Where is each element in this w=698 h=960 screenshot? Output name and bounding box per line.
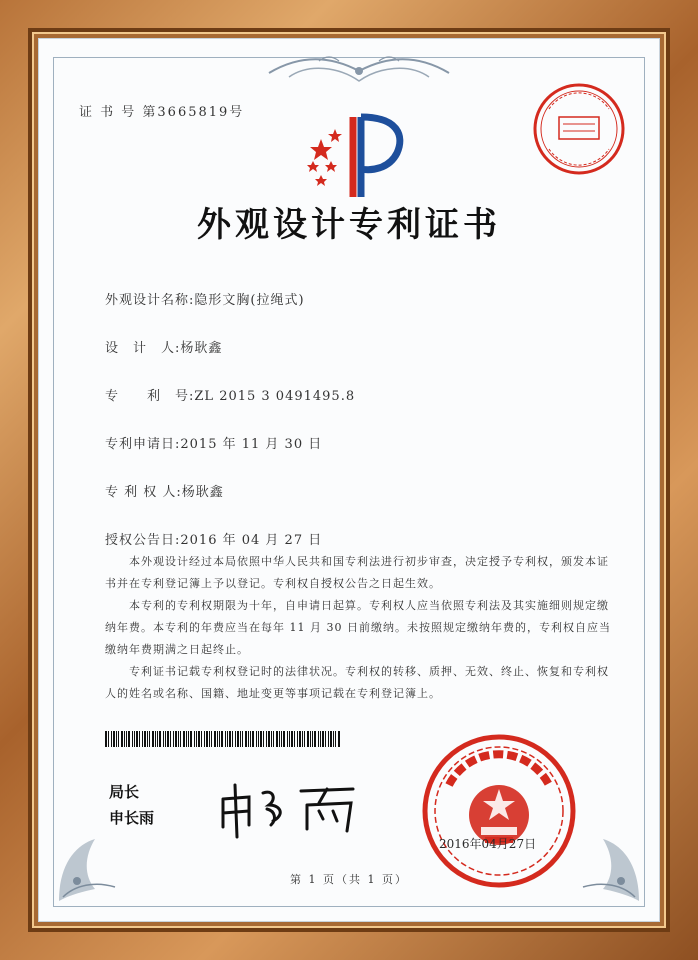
barcode-bar — [263, 731, 264, 747]
barcode-bar — [198, 731, 200, 747]
barcode-bar — [128, 731, 130, 747]
barcode-bar — [173, 731, 174, 747]
barcode-bar — [325, 731, 326, 747]
body-paragraph: 本专利的专利权期限为十年，自申请日起算。专利权人应当依照专利法及其实施细则规定缴纳年费。本专利的年费应当在每年 11 月 30 日前缴纳。未按照规定缴纳年费的，专利权自应当缴纳年费期满之日起终止。 — [105, 599, 611, 656]
barcode-bar — [260, 731, 262, 747]
barcode-bar — [252, 731, 254, 747]
barcode-bar — [217, 731, 218, 747]
director-title: 局长 — [109, 783, 140, 801]
barcode-bar — [281, 731, 282, 747]
barcode-bar — [271, 731, 272, 747]
seal-date: 2016年04月27日 — [439, 837, 537, 851]
barcode-bar — [227, 731, 228, 747]
barcode-bar — [124, 731, 125, 747]
barcode-bar — [157, 731, 158, 747]
barcode-bar — [328, 731, 329, 747]
barcode-bar — [237, 731, 239, 747]
field-designer — [105, 337, 222, 356]
field-label: 专利申请日: — [105, 437, 181, 452]
field-label: 设 计 人: — [105, 341, 181, 356]
barcode-bar — [118, 731, 119, 747]
certificate-number: 证 书 号 第3665819号 — [79, 105, 245, 120]
barcode-bar — [116, 731, 117, 747]
barcode-bar — [204, 731, 205, 747]
barcode-bar — [335, 731, 336, 747]
barcode-bar — [170, 731, 171, 747]
barcode-bar — [121, 731, 123, 747]
barcode-bar — [190, 731, 192, 747]
barcode-bar — [297, 731, 298, 747]
field-value: 隐形文胸(拉绳式) — [194, 293, 305, 308]
barcode-bar — [155, 731, 156, 747]
barcode-bar — [211, 731, 212, 747]
barcode-bar — [291, 731, 293, 747]
director-name: 申长雨 — [109, 809, 155, 827]
barcode-bar — [186, 731, 187, 747]
barcode-bar — [307, 731, 309, 747]
barcode-bar — [330, 731, 332, 747]
barcode-bar — [268, 731, 270, 747]
field-design-name — [105, 289, 305, 308]
field-application-date — [105, 433, 322, 452]
barcode-bar — [245, 731, 247, 747]
barcode-icon — [105, 731, 341, 747]
barcode-bar — [196, 731, 197, 747]
barcode-bar — [273, 731, 274, 747]
page-footer: 第 1 页（共 1 页） — [290, 873, 408, 886]
barcode-bar — [111, 731, 112, 747]
field-patentee — [105, 481, 224, 500]
field-label: 专 利 权 人: — [105, 485, 182, 500]
barcode-bar — [178, 731, 179, 747]
barcode-bar — [165, 731, 166, 747]
body-paragraph: 本外观设计经过本局依照中华人民共和国专利法进行初步审查，决定授予专利权，颁发本证书并在专利登记簿上予以登记。专利权自授权公告之日起生效。 — [105, 555, 609, 590]
barcode-bar — [188, 731, 189, 747]
barcode-bar — [312, 731, 313, 747]
barcode-bar — [294, 731, 295, 747]
barcode-bar — [113, 731, 115, 747]
barcode-bar — [276, 731, 278, 747]
barcode-bar — [201, 731, 202, 747]
field-value: 杨耿鑫 — [180, 341, 223, 356]
barcode-bar — [167, 731, 169, 747]
patent-seal-small-icon — [529, 79, 629, 179]
barcode-bar — [287, 731, 288, 747]
barcode-bar — [258, 731, 259, 747]
barcode-bar — [248, 731, 249, 747]
barcode-bar — [256, 731, 257, 747]
handwritten-signature-icon — [215, 769, 365, 839]
barcode-bar — [250, 731, 251, 747]
field-grant-date — [105, 529, 322, 548]
barcode-bar — [338, 731, 340, 747]
barcode-bar — [232, 731, 233, 747]
barcode-bar — [302, 731, 303, 747]
barcode-bar — [142, 731, 143, 747]
barcode-bar — [175, 731, 177, 747]
barcode-bar — [126, 731, 127, 747]
field-label: 外观设计名称: — [105, 293, 195, 308]
barcode-bar — [183, 731, 185, 747]
barcode-bar — [163, 731, 164, 747]
field-label: 授权公告日: — [105, 533, 181, 548]
barcode-bar — [219, 731, 220, 747]
barcode-bar — [235, 731, 236, 747]
barcode-bar — [136, 731, 138, 747]
barcode-bar — [132, 731, 133, 747]
patent-office-logo-icon — [301, 109, 411, 199]
field-value: ZL 2015 3 0491495.8 — [194, 389, 356, 404]
barcode-bar — [310, 731, 311, 747]
barcode-bar — [304, 731, 305, 747]
barcode-bar — [333, 731, 334, 747]
barcode-bar — [322, 731, 324, 747]
barcode-bar — [134, 731, 135, 747]
field-label: 专 利 号: — [105, 389, 195, 404]
barcode-bar — [152, 731, 154, 747]
corner-ornament-icon — [55, 825, 135, 905]
barcode-bar — [159, 731, 161, 747]
barcode-bar — [144, 731, 146, 747]
barcode-bar — [229, 731, 231, 747]
barcode-bar — [105, 731, 107, 747]
barcode-bar — [314, 731, 316, 747]
barcode-bar — [194, 731, 195, 747]
barcode-bar — [149, 731, 150, 747]
certificate-body — [105, 551, 615, 705]
frame-matting — [28, 28, 670, 932]
body-paragraph: 专利证书记载专利权登记时的法律状况。专利权的转移、质押、无效、终止、恢复和专利权人的姓名或名称、国籍、地址变更等事项记载在专利登记簿上。 — [105, 665, 609, 700]
barcode-bar — [221, 731, 223, 747]
field-patent-number — [105, 385, 355, 404]
barcode-bar — [320, 731, 321, 747]
certificate-title: 外观设计专利证书 — [197, 205, 501, 245]
barcode-bar — [180, 731, 181, 747]
barcode-bar — [266, 731, 267, 747]
field-value: 杨耿鑫 — [181, 485, 224, 500]
ornament-flourish-icon — [259, 53, 459, 89]
barcode-bar — [108, 731, 109, 747]
barcode-bar — [283, 731, 285, 747]
barcode-bar — [214, 731, 216, 747]
barcode-bar — [209, 731, 210, 747]
barcode-bar — [147, 731, 148, 747]
barcode-bar — [242, 731, 243, 747]
national-ip-seal-icon — [419, 731, 579, 891]
barcode-bar — [299, 731, 301, 747]
barcode-bar — [279, 731, 280, 747]
barcode-bar — [240, 731, 241, 747]
barcode-bar — [289, 731, 290, 747]
field-value: 2016 年 04 月 27 日 — [180, 533, 323, 548]
barcode-bar — [139, 731, 140, 747]
field-value: 2015 年 11 月 30 日 — [180, 437, 323, 452]
barcode-bar — [225, 731, 226, 747]
barcode-bar — [206, 731, 208, 747]
barcode-bar — [318, 731, 319, 747]
certificate-paper — [38, 38, 660, 922]
